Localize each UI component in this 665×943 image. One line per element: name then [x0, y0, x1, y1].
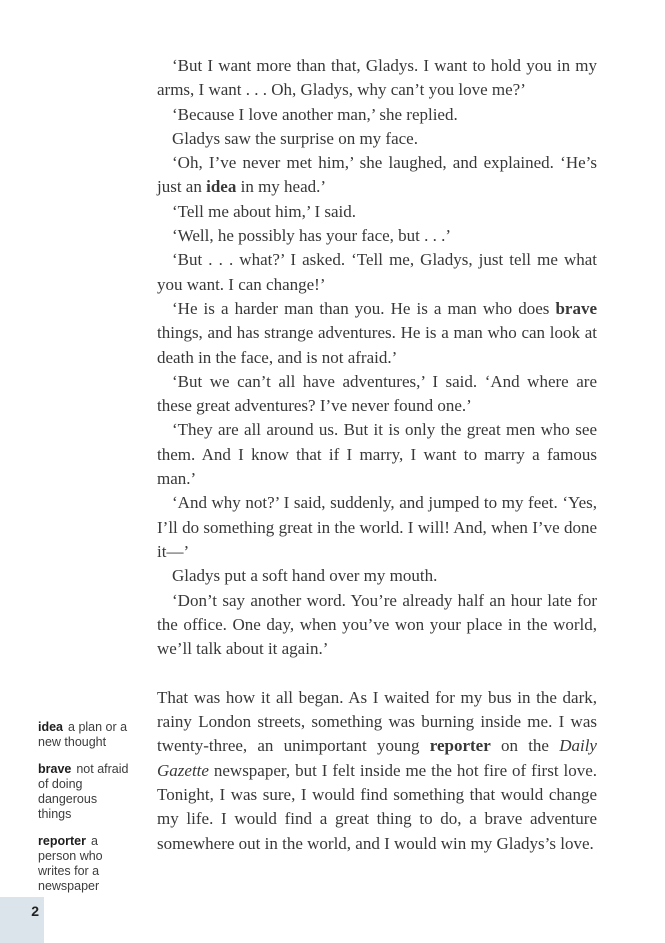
paragraph: [157, 103, 597, 127]
text-run: ‘But . . . what?’ I asked. ‘Tell me, Gladys, just tell me what you want. I can change!’: [157, 250, 597, 294]
emphasized-word: Daily Gazette: [157, 736, 597, 780]
text-run: ‘Because I love another man,’ she replied.: [172, 104, 458, 124]
glossary-term: brave: [38, 762, 72, 776]
page-number: 2: [31, 903, 39, 919]
glossary-term: idea: [38, 720, 64, 734]
text-run: on the: [490, 736, 560, 756]
main-text: [157, 54, 597, 856]
paragraph: [157, 151, 597, 200]
text-run: ‘But we can’t all have adventures,’ I said. ‘And where are these great adventures? I’ve never found one.’: [157, 371, 597, 416]
paragraph: [157, 127, 597, 151]
glossary-entry: [38, 762, 130, 822]
text-run: ‘Don’t say another word. You’re already half an hour late for the office. One day, when you’ve won your place in the world, we’ll talk about it again.’: [157, 590, 597, 659]
paragraph: [157, 491, 597, 564]
text-run: ‘And why not?’ I said, suddenly, and jumped to my feet. ‘Yes, I’ll do something great in the world. I will! And, when I’ve done it—’: [157, 493, 597, 561]
paragraph: [157, 418, 597, 491]
paragraph: [157, 589, 597, 662]
text-run: ‘Tell me about him,’ I said.: [172, 201, 357, 221]
glossary-definition: a plan or a new thought: [38, 720, 128, 749]
glossary-definition: not afraid of doing dangerous things: [38, 762, 129, 821]
text-run: things, and has strange adventures. He is a man who can look at death in the face, and is not afraid.’: [157, 323, 597, 367]
text-run: ‘They are all around us. But it is only the great men who see them. And I know that if I marry, I want to marry a famous man.’: [157, 420, 597, 489]
text-run: That was how it all began. As I waited for my bus in the dark, rainy London streets, something was burning inside me. I was twenty-three, an unimportant young: [157, 687, 597, 756]
paragraph: [157, 370, 597, 419]
glossary-term: reporter: [38, 834, 86, 848]
glossary-entry: [38, 834, 130, 894]
paragraph: [157, 248, 597, 297]
paragraph: [157, 54, 597, 103]
glossary-definition: a person who writes for a newspaper: [38, 834, 103, 893]
text-run: in my head.’: [236, 177, 327, 197]
emphasized-word: brave: [555, 298, 597, 318]
paragraph: [157, 224, 597, 248]
text-run: newspaper, but I felt inside me the hot fire of first love. Tonight, I was sure, I would find something that would change my life. I would find a great thing to do, a brave adventure somewhere out in the world, and I would win my Gladys’s love.: [157, 760, 597, 853]
paragraph: [157, 200, 597, 224]
paragraph: [157, 297, 597, 370]
text-run: ‘He is a harder man than you. He is a man who does: [172, 298, 556, 318]
text-run: Gladys saw the surprise on my face.: [172, 128, 418, 148]
emphasized-word: reporter: [429, 736, 491, 756]
page-number-box: [0, 897, 44, 943]
paragraph: [157, 564, 597, 588]
text-run: ‘But I want more than that, Gladys. I want to hold you in my arms, I want . . . Oh, Gladys, why can’t you love me?’: [157, 56, 597, 100]
paragraph: [157, 686, 597, 856]
text-run: ‘Oh, I’ve never met him,’ she laughed, and explained. ‘He’s just an: [157, 153, 597, 197]
text-run: Gladys put a soft hand over my mouth.: [172, 566, 438, 586]
emphasized-word: idea: [206, 177, 237, 197]
text-run: ‘Well, he possibly has your face, but . . .’: [172, 226, 452, 246]
glossary: [38, 720, 130, 906]
glossary-entry: [38, 720, 130, 750]
